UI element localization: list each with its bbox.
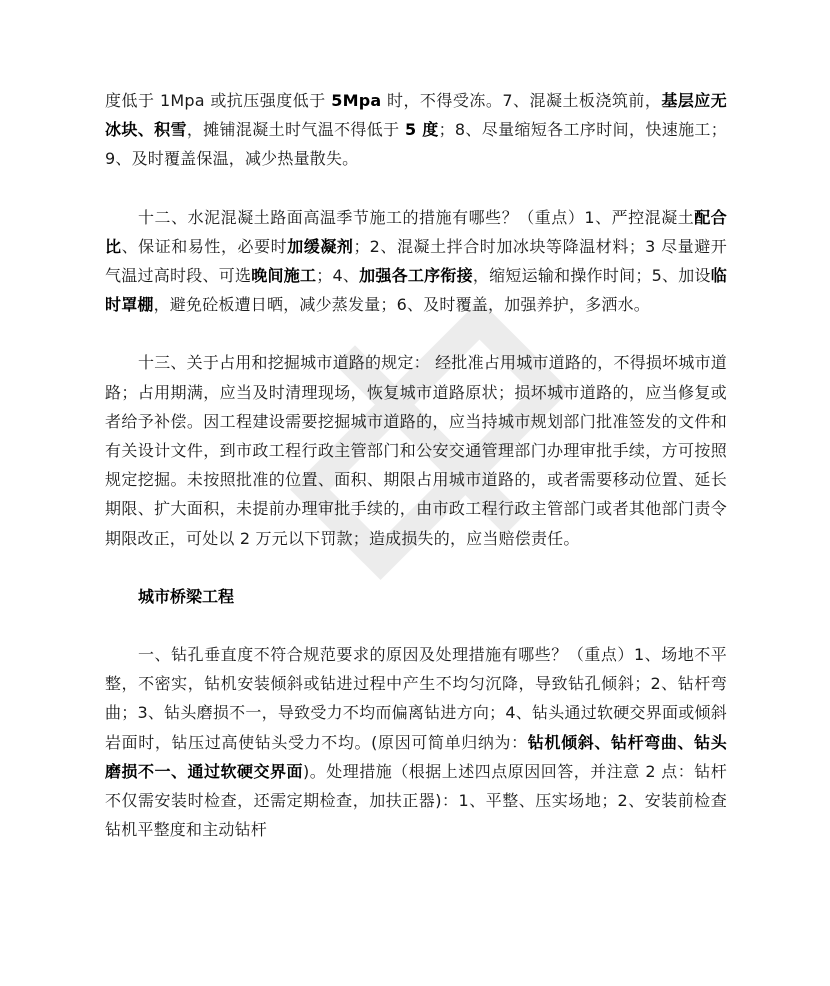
text-segment: 时，不得受冻。7、混凝土板浇筑前，	[381, 91, 662, 110]
text-segment: ；4、	[316, 266, 360, 286]
emphasized-text: 临时罩棚	[105, 266, 727, 315]
text-segment: ；8、尽量缩短各工序时间，快速施工；9、及时覆盖保温，减少热量散失。	[105, 120, 727, 169]
paragraph-gap	[105, 319, 727, 348]
paragraph-gap	[105, 174, 727, 203]
text-segment: ，避免砼板遭日晒，减少蒸发量；6、及时覆盖，加强养护，多洒水。	[153, 295, 650, 315]
emphasized-text: 5 度	[404, 120, 439, 140]
section-heading-bridge-engineering: 城市桥梁工程	[138, 586, 235, 606]
emphasized-text: 加缓凝剂	[287, 236, 354, 256]
paragraph-gap	[105, 553, 727, 582]
text-segment: 度低于 1Mpa 或抗压强度低于	[105, 91, 332, 110]
emphasized-text: 5Mpa	[331, 91, 382, 110]
paragraph-high-temperature-measures	[105, 203, 727, 320]
emphasized-text: 钻机倾斜、钻杆弯曲、钻头磨损不一、通过软硬交界面	[105, 732, 727, 781]
text-segment: ；2、混凝土拌合时加冰块等降温材料；3 尽量避开气温过高时段、可选	[105, 236, 727, 286]
text-segment: 、保证和易性，必要时	[121, 236, 288, 256]
text-segment: ，缩短运输和操作时间；5、加设	[472, 266, 711, 286]
text-segment: 十三、关于占用和挖掘城市道路的规定： 经批准占用城市道路的，不得损坏城市道路；占用期满，应当及时清理现场，恢复城市道路原状；损坏城市道路的，应当修复或者给予补偿。因工程建设需要挖掘城市道路的，应当持城市规划部门批准签发的文件和有关设计文件，到市政工程行政主管部门和公安交通管理部门办理审批手续，方可按照规定挖掘。未按照批准的位置、面积、期限占用城市道路的，或者需要移动位置、延长期限、扩大面积，未提前办理审批手续的，由市政工程行政主管部门或者其他部门责令期限改正，可处以 2 万元以下罚款；造成损失的，应当赔偿责任。	[105, 353, 727, 548]
text-segment: 一、钻孔垂直度不符合规范要求的原因及处理措施有哪些？（重点）1、场地不平整，不密实，钻机安装倾斜或钻进过程中产生不均匀沉降，导致钻孔倾斜；2、钻杆弯曲；3、钻头磨损不一，导致受力不均而偏离钻进方向；4、钻头通过软硬交界面或倾斜岩面时，钻压过高使钻头受力不均。(原因可简单归纳为：	[105, 645, 727, 752]
document-page	[105, 86, 727, 844]
emphasized-text: 配合比	[105, 207, 727, 256]
emphasized-text: 晚间施工	[251, 266, 317, 286]
text-segment: 十二、水泥混凝土路面高温季节施工的措施有哪些？（重点）1、严控混凝土	[138, 207, 695, 227]
emphasized-text: 加强各工序衔接	[359, 266, 473, 286]
paragraph-winter-construction-continued	[105, 86, 727, 174]
text-segment: )。处理措施（根据上述四点原因回答，并注意 2 点：钻杆不仅需安装时检查，还需定期检查，加扶正器)：1、平整、压实场地；2、安装前检查钻机平整度和主动钻杆	[105, 761, 727, 840]
emphasized-text: 基层应无冰块、积雪	[105, 91, 727, 140]
paragraph-gap	[105, 611, 727, 640]
paragraph-drill-verticality	[105, 640, 727, 844]
text-segment: ，摊铺混凝土时气温不得低于	[186, 120, 405, 140]
paragraph-road-occupation-rules	[105, 348, 727, 552]
